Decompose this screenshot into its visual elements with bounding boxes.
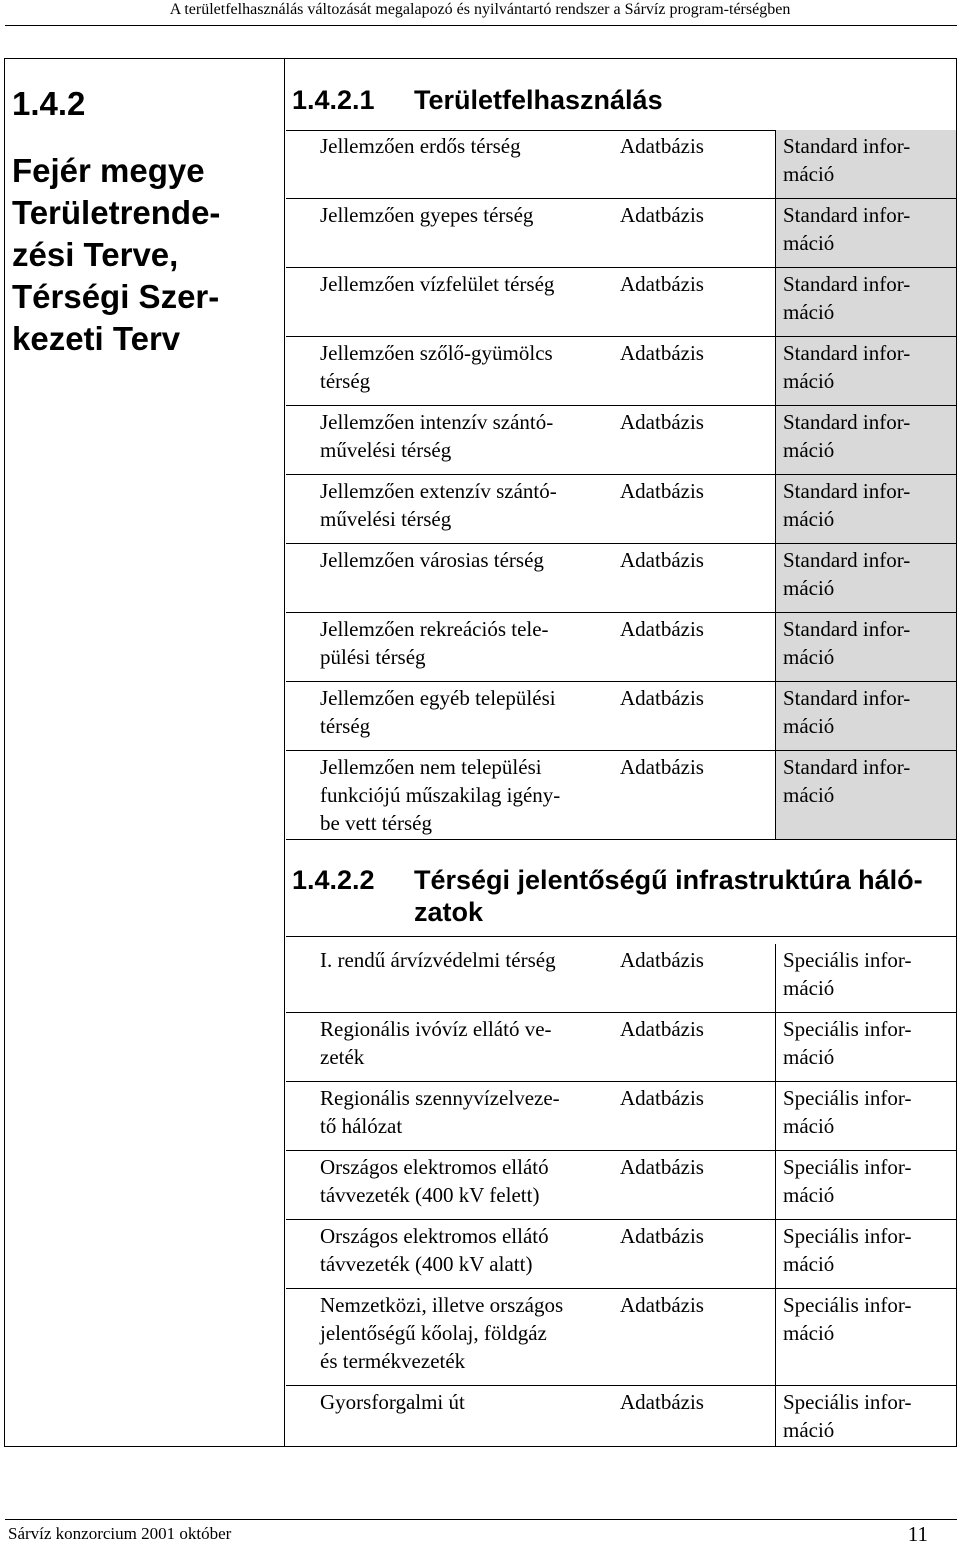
cell-divider (775, 337, 776, 406)
info-cell: Speciális infor- máció (783, 1224, 912, 1276)
table-row (286, 268, 956, 337)
item-name-cell: Nemzetközi, illetve országos jelentőségű kőolaj, földgáz és termékvezeték (320, 1293, 564, 1373)
item-name-cell: Jellemzően gyepes térség (320, 203, 534, 227)
table-row (286, 199, 956, 268)
subsection-number: 1.4.2.1 (292, 85, 375, 115)
table-row (286, 1220, 956, 1289)
table-row (286, 406, 956, 475)
table-row (286, 337, 956, 406)
table-row (286, 682, 956, 751)
item-name-cell: Jellemzően városias térség (320, 548, 544, 572)
cell-divider (775, 613, 776, 682)
type-cell: Adatbázis (620, 134, 704, 158)
type-cell: Adatbázis (620, 1390, 704, 1414)
type-cell: Adatbázis (620, 272, 704, 296)
cell-divider (775, 544, 776, 613)
type-cell: Adatbázis (620, 1293, 704, 1317)
type-cell: Adatbázis (620, 548, 704, 572)
table-top-rule (286, 936, 956, 937)
item-name-cell: Jellemzően intenzív szántó- művelési térség (320, 410, 554, 462)
item-name-cell: Jellemzően erdős térség (320, 134, 521, 158)
cell-divider (775, 1220, 776, 1289)
item-name-cell: Jellemzően nem települési funkciójú műszakilag igény- be vett térség (320, 755, 561, 835)
type-cell: Adatbázis (620, 755, 704, 779)
item-name-cell: Jellemzően szőlő-gyümölcs térség (320, 341, 553, 393)
table-row (286, 613, 956, 682)
table-row (286, 1082, 956, 1151)
info-cell: Standard infor- máció (775, 268, 956, 337)
info-cell: Speciális infor- máció (783, 1155, 912, 1207)
table-row (286, 130, 956, 199)
type-cell: Adatbázis (620, 203, 704, 227)
type-cell: Adatbázis (620, 686, 704, 710)
info-cell: Standard infor- máció (775, 682, 956, 751)
row-rule (286, 839, 956, 840)
table-row (286, 1151, 956, 1220)
header-rule (5, 25, 957, 26)
type-cell: Adatbázis (620, 617, 704, 641)
section-title: Fejér megye Területrende- zési Terve, Térségi Szer- kezeti Terv (12, 152, 221, 357)
cell-divider (775, 751, 776, 840)
subsection-number: 1.4.2.2 (292, 865, 375, 895)
info-cell: Speciális infor- máció (783, 1017, 912, 1069)
cell-divider (775, 406, 776, 475)
info-cell: Speciális infor- máció (783, 948, 912, 1000)
item-name-cell: Regionális ivóvíz ellátó ve- zeték (320, 1017, 552, 1069)
cell-divider (775, 682, 776, 751)
type-cell: Adatbázis (620, 479, 704, 503)
type-cell: Adatbázis (620, 410, 704, 434)
info-cell: Standard infor- máció (775, 199, 956, 268)
cell-divider (775, 1151, 776, 1220)
cell-divider (775, 1082, 776, 1151)
item-name-cell: Jellemzően vízfelület térség (320, 272, 555, 296)
info-cell: Standard infor- máció (775, 613, 956, 682)
info-cell: Speciális infor- máció (783, 1390, 912, 1442)
item-name-cell: Gyorsforgalmi út (320, 1390, 465, 1414)
type-cell: Adatbázis (620, 1224, 704, 1248)
item-name-cell: Jellemzően egyéb települési térség (320, 686, 556, 738)
cell-divider (775, 1386, 776, 1447)
cell-divider (775, 130, 776, 199)
table-row (286, 544, 956, 613)
item-name-cell: Országos elektromos ellátó távvezeték (400 kV felett) (320, 1155, 549, 1207)
cell-divider (775, 1289, 776, 1386)
subsection-title: Térségi jelentőségű infrastruktúra háló- zatok (414, 865, 923, 927)
table-row (286, 1386, 956, 1447)
type-cell: Adatbázis (620, 1155, 704, 1179)
cell-divider (775, 475, 776, 544)
info-cell: Standard infor- máció (775, 544, 956, 613)
cell-divider (775, 268, 776, 337)
section-number: 1.4.2 (12, 85, 86, 122)
type-cell: Adatbázis (620, 948, 704, 972)
footer-text: Sárvíz konzorcium 2001 október (8, 1524, 232, 1543)
table-row (286, 944, 956, 1013)
table-row (286, 475, 956, 544)
info-cell: Standard infor- máció (775, 406, 956, 475)
item-name-cell: Országos elektromos ellátó távvezeték (400 kV alatt) (320, 1224, 549, 1276)
item-name-cell: Regionális szennyvízelveze- tő hálózat (320, 1086, 560, 1138)
left-column (12, 84, 282, 360)
info-cell: Standard infor- máció (775, 751, 956, 840)
cell-divider (775, 1013, 776, 1082)
column-divider (284, 58, 285, 1447)
info-cell: Standard infor- máció (775, 337, 956, 406)
table-row (286, 1013, 956, 1082)
item-name-cell: Jellemzően rekreációs tele- pülési térség (320, 617, 549, 669)
cell-divider (775, 944, 776, 1013)
type-cell: Adatbázis (620, 341, 704, 365)
table-row (286, 751, 956, 840)
info-cell: Speciális infor- máció (783, 1293, 912, 1345)
type-cell: Adatbázis (620, 1017, 704, 1041)
footer-rule (5, 1519, 957, 1520)
running-header: A területfelhasználás változását megalapozó és nyilvántartó rendszer a Sárvíz program-térségben (169, 1, 791, 18)
subsection-title: Területfelhasználás (414, 85, 663, 115)
item-name-cell: Jellemzően extenzív szántó- művelési térség (320, 479, 557, 531)
page-number: 11 (907, 1522, 928, 1546)
item-name-cell: I. rendű árvízvédelmi térség (320, 948, 556, 972)
info-cell: Speciális infor- máció (783, 1086, 912, 1138)
info-cell: Standard infor- máció (775, 475, 956, 544)
cell-divider (775, 199, 776, 268)
type-cell: Adatbázis (620, 1086, 704, 1110)
table-row (286, 1289, 956, 1386)
info-cell: Standard infor- máció (775, 130, 956, 199)
